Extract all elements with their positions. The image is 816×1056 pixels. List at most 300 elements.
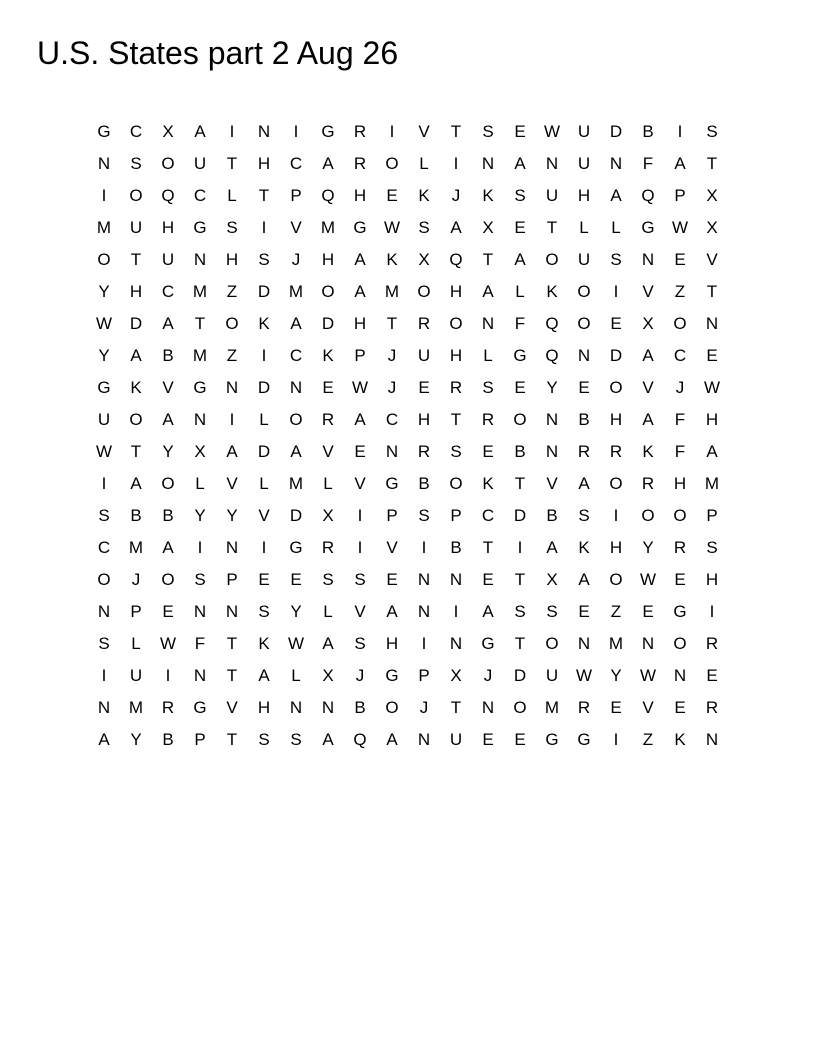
grid-letter: I	[613, 282, 619, 301]
grid-letter: I	[101, 666, 107, 685]
grid-letter: W	[95, 442, 113, 461]
grid-letter: N	[641, 634, 655, 653]
grid-letter: R	[161, 698, 175, 717]
grid-letter: M	[288, 282, 304, 301]
grid-letter: A	[354, 250, 366, 269]
grid-letter: N	[97, 154, 111, 173]
grid-letter: U	[577, 122, 591, 141]
grid-letter: Q	[161, 186, 175, 205]
grid-letter: E	[674, 698, 686, 717]
grid-letter: A	[642, 410, 654, 429]
grid-letter: I	[389, 122, 395, 141]
grid-letter: N	[641, 250, 655, 269]
grid-letter: J	[451, 186, 461, 205]
grid-letter: J	[387, 378, 397, 397]
grid-letter: W	[95, 314, 113, 333]
grid-letter: U	[193, 154, 207, 173]
grid-letter: A	[482, 282, 494, 301]
grid-letter: L	[579, 218, 589, 237]
grid-letter: M	[704, 474, 720, 493]
grid-letter: N	[97, 698, 111, 717]
grid-letter: E	[610, 314, 622, 333]
grid-letter: D	[321, 314, 335, 333]
grid-letter: R	[705, 698, 719, 717]
grid-letter: I	[197, 538, 203, 557]
grid-letter: Y	[98, 346, 110, 365]
grid-letter: R	[321, 538, 335, 557]
grid-letter: Q	[545, 314, 559, 333]
grid-letter: H	[609, 538, 623, 557]
grid-letter: M	[384, 282, 400, 301]
grid-letter: O	[321, 282, 335, 301]
grid-letter: V	[546, 474, 558, 493]
grid-letter: Z	[226, 282, 238, 301]
grid-letter: N	[673, 666, 687, 685]
grid-letter: R	[641, 474, 655, 493]
grid-letter: R	[353, 122, 367, 141]
grid-letter: K	[482, 474, 494, 493]
grid-letter: I	[261, 346, 267, 365]
grid-letter: T	[546, 218, 558, 237]
grid-letter: M	[128, 538, 144, 557]
grid-letter: U	[577, 250, 591, 269]
grid-letter: K	[258, 314, 270, 333]
word-search-grid	[88, 116, 728, 756]
grid-letter: S	[482, 378, 494, 397]
grid-letter: O	[225, 314, 239, 333]
grid-letter: Q	[449, 250, 463, 269]
grid-letter: K	[578, 538, 590, 557]
grid-letter: E	[162, 602, 174, 621]
grid-letter: W	[287, 634, 305, 653]
grid-letter: B	[578, 410, 590, 429]
grid-letter: G	[513, 346, 527, 365]
grid-letter: D	[609, 122, 623, 141]
grid-letter: R	[321, 410, 335, 429]
grid-letter: H	[257, 154, 271, 173]
grid-letter: B	[418, 474, 430, 493]
grid-letter: A	[642, 346, 654, 365]
grid-letter: O	[161, 474, 175, 493]
grid-letter: Y	[290, 602, 302, 621]
grid-letter: O	[161, 154, 175, 173]
grid-letter: Y	[194, 506, 206, 525]
grid-letter: E	[578, 602, 590, 621]
grid-letter: P	[194, 730, 206, 749]
grid-letter: S	[354, 634, 366, 653]
grid-letter: H	[673, 474, 687, 493]
grid-letter: T	[226, 634, 238, 653]
grid-letter: T	[482, 538, 494, 557]
grid-letter: C	[289, 346, 303, 365]
grid-letter: M	[192, 282, 208, 301]
grid-letter: C	[97, 538, 111, 557]
grid-letter: S	[578, 506, 590, 525]
grid-letter: A	[546, 538, 558, 557]
grid-letter: T	[482, 250, 494, 269]
grid-letter: J	[131, 570, 141, 589]
grid-letter: N	[321, 698, 335, 717]
grid-letter: M	[96, 218, 112, 237]
grid-letter: S	[418, 218, 430, 237]
grid-letter: W	[703, 378, 721, 397]
grid-letter: J	[355, 666, 365, 685]
grid-letter: N	[609, 154, 623, 173]
grid-letter: V	[354, 474, 366, 493]
grid-letter: O	[289, 410, 303, 429]
grid-letter: G	[193, 698, 207, 717]
grid-letter: G	[673, 602, 687, 621]
grid-letter: R	[609, 442, 623, 461]
grid-letter: I	[613, 730, 619, 749]
grid-letter: U	[449, 730, 463, 749]
grid-letter: H	[257, 698, 271, 717]
grid-letter: U	[97, 410, 111, 429]
grid-letter: K	[642, 442, 654, 461]
grid-letter: U	[545, 186, 559, 205]
grid-letter: B	[162, 506, 174, 525]
grid-letter: C	[289, 154, 303, 173]
grid-letter: N	[289, 378, 303, 397]
grid-letter: J	[483, 666, 493, 685]
grid-letter: L	[195, 474, 205, 493]
grid-letter: I	[101, 474, 107, 493]
grid-letter: S	[322, 570, 334, 589]
grid-letter: I	[101, 186, 107, 205]
grid-letter: S	[450, 442, 462, 461]
grid-letter: S	[290, 730, 302, 749]
grid-letter: H	[705, 410, 719, 429]
grid-letter: E	[386, 186, 398, 205]
grid-letter: M	[192, 346, 208, 365]
grid-letter: M	[128, 698, 144, 717]
grid-letter: S	[546, 602, 558, 621]
grid-letter: A	[450, 218, 462, 237]
grid-letter: S	[98, 634, 110, 653]
grid-letter: L	[323, 602, 333, 621]
grid-letter: I	[421, 634, 427, 653]
grid-letter: Q	[353, 730, 367, 749]
grid-letter: T	[226, 730, 238, 749]
grid-letter: I	[357, 506, 363, 525]
grid-letter: A	[514, 250, 526, 269]
grid-letter: K	[482, 186, 494, 205]
grid-letter: V	[162, 378, 174, 397]
grid-letter: M	[544, 698, 560, 717]
grid-letter: O	[161, 570, 175, 589]
grid-letter: B	[354, 698, 366, 717]
grid-letter: I	[453, 602, 459, 621]
grid-letter: L	[611, 218, 621, 237]
grid-letter: O	[385, 698, 399, 717]
grid-letter: S	[226, 218, 238, 237]
grid-letter: S	[514, 186, 526, 205]
grid-letter: Y	[98, 282, 110, 301]
grid-letter: I	[261, 538, 267, 557]
grid-letter: I	[357, 538, 363, 557]
grid-letter: O	[673, 314, 687, 333]
grid-letter: A	[162, 410, 174, 429]
grid-letter: N	[705, 314, 719, 333]
grid-letter: D	[257, 282, 271, 301]
grid-letter: E	[258, 570, 270, 589]
grid-letter: I	[677, 122, 683, 141]
grid-letter: E	[578, 378, 590, 397]
grid-letter: E	[514, 122, 526, 141]
grid-letter: O	[513, 410, 527, 429]
grid-letter: F	[642, 154, 654, 173]
grid-letter: E	[482, 570, 494, 589]
grid-letter: L	[419, 154, 429, 173]
grid-letter: A	[162, 314, 174, 333]
grid-letter: O	[513, 698, 527, 717]
grid-letter: B	[162, 730, 174, 749]
grid-letter: G	[193, 378, 207, 397]
grid-letter: Z	[226, 346, 238, 365]
grid-letter: A	[578, 570, 590, 589]
grid-letter: V	[226, 698, 238, 717]
grid-letter: O	[129, 410, 143, 429]
grid-letter: P	[354, 346, 366, 365]
grid-letter: X	[706, 186, 718, 205]
page-title: U.S. States part 2 Aug 26	[37, 35, 399, 71]
grid-letter: T	[226, 666, 238, 685]
grid-letter: N	[545, 410, 559, 429]
grid-letter: B	[514, 442, 526, 461]
grid-letter: E	[514, 218, 526, 237]
grid-letter: V	[418, 122, 430, 141]
grid-letter: V	[386, 538, 398, 557]
grid-letter: Z	[610, 602, 622, 621]
grid-letter: L	[227, 186, 237, 205]
grid-letter: A	[98, 730, 110, 749]
grid-letter: G	[193, 218, 207, 237]
grid-letter: X	[194, 442, 206, 461]
grid-letter: I	[229, 122, 235, 141]
grid-letter: O	[417, 282, 431, 301]
grid-letter: R	[577, 442, 591, 461]
grid-letter: F	[674, 410, 686, 429]
grid-letter: S	[194, 570, 206, 589]
grid-letter: E	[322, 378, 334, 397]
grid-letter: E	[674, 250, 686, 269]
grid-letter: H	[321, 250, 335, 269]
grid-letter: D	[609, 346, 623, 365]
grid-letter: B	[642, 122, 654, 141]
grid-letter: R	[417, 314, 431, 333]
grid-letter: P	[706, 506, 718, 525]
grid-letter: N	[577, 346, 591, 365]
grid-letter: A	[162, 538, 174, 557]
grid-letter: R	[705, 634, 719, 653]
grid-letter: I	[453, 154, 459, 173]
grid-letter: G	[385, 666, 399, 685]
grid-letter: H	[449, 282, 463, 301]
grid-letter: A	[386, 602, 398, 621]
grid-letter: H	[129, 282, 143, 301]
grid-letter: W	[159, 634, 177, 653]
grid-letter: X	[322, 666, 334, 685]
grid-letter: L	[259, 410, 269, 429]
grid-letter: O	[673, 506, 687, 525]
grid-letter: Z	[642, 730, 654, 749]
grid-letter: C	[129, 122, 143, 141]
grid-letter: P	[418, 666, 430, 685]
grid-letter: R	[353, 154, 367, 173]
grid-letter: X	[418, 250, 430, 269]
grid-letter: A	[194, 122, 206, 141]
grid-letter: N	[289, 698, 303, 717]
grid-letter: X	[706, 218, 718, 237]
grid-letter: S	[482, 122, 494, 141]
grid-letter: R	[577, 698, 591, 717]
grid-letter: X	[162, 122, 174, 141]
grid-letter: G	[577, 730, 591, 749]
grid-letter: Y	[130, 730, 142, 749]
grid-letter: I	[613, 506, 619, 525]
grid-letter: N	[449, 634, 463, 653]
grid-letter: S	[706, 538, 718, 557]
grid-letter: G	[385, 474, 399, 493]
grid-letter: S	[706, 122, 718, 141]
grid-letter: A	[386, 730, 398, 749]
grid-letter: C	[385, 410, 399, 429]
grid-letter: F	[514, 314, 526, 333]
grid-letter: A	[706, 442, 718, 461]
grid-letter: G	[289, 538, 303, 557]
grid-letter: H	[577, 186, 591, 205]
grid-letter: Z	[674, 282, 686, 301]
grid-letter: H	[225, 250, 239, 269]
grid-letter: E	[418, 378, 430, 397]
grid-letter: L	[291, 666, 301, 685]
grid-letter: D	[129, 314, 143, 333]
grid-letter: L	[259, 474, 269, 493]
grid-letter: L	[131, 634, 141, 653]
grid-letter: N	[545, 442, 559, 461]
grid-letter: A	[514, 154, 526, 173]
grid-letter: O	[97, 250, 111, 269]
grid-letter: Q	[641, 186, 655, 205]
grid-letter: O	[385, 154, 399, 173]
grid-letter: E	[514, 378, 526, 397]
grid-letter: S	[354, 570, 366, 589]
grid-letter: Q	[321, 186, 335, 205]
grid-letter: R	[417, 442, 431, 461]
grid-letter: F	[194, 634, 206, 653]
grid-letter: W	[639, 666, 657, 685]
grid-letter: E	[354, 442, 366, 461]
grid-letter: T	[226, 154, 238, 173]
grid-letter: F	[674, 442, 686, 461]
grid-letter: U	[129, 218, 143, 237]
grid-letter: W	[639, 570, 657, 589]
grid-letter: H	[705, 570, 719, 589]
grid-letter: P	[450, 506, 462, 525]
grid-letter: J	[419, 698, 429, 717]
grid-letter: N	[225, 538, 239, 557]
grid-letter: G	[481, 634, 495, 653]
grid-letter: T	[450, 122, 462, 141]
grid-letter: S	[98, 506, 110, 525]
grid-letter: E	[642, 602, 654, 621]
grid-letter: C	[673, 346, 687, 365]
grid-letter: N	[545, 154, 559, 173]
grid-letter: C	[193, 186, 207, 205]
grid-letter: O	[641, 506, 655, 525]
grid-letter: Y	[610, 666, 622, 685]
grid-letter: G	[353, 218, 367, 237]
grid-letter: E	[514, 730, 526, 749]
grid-letter: E	[674, 570, 686, 589]
grid-letter: L	[483, 346, 493, 365]
grid-letter: N	[193, 410, 207, 429]
grid-letter: O	[609, 570, 623, 589]
grid-letter: H	[353, 186, 367, 205]
grid-letter: V	[226, 474, 238, 493]
grid-letter: R	[481, 410, 495, 429]
grid-letter: M	[320, 218, 336, 237]
grid-letter: O	[609, 378, 623, 397]
grid-letter: K	[130, 378, 142, 397]
grid-letter: A	[322, 154, 334, 173]
grid-letter: S	[130, 154, 142, 173]
grid-letter: I	[261, 218, 267, 237]
grid-letter: G	[321, 122, 335, 141]
grid-letter: T	[130, 250, 142, 269]
grid-letter: Y	[546, 378, 558, 397]
grid-letter: G	[545, 730, 559, 749]
grid-letter: T	[386, 314, 398, 333]
grid-letter: D	[513, 666, 527, 685]
grid-letter: S	[258, 250, 270, 269]
grid-letter: U	[161, 250, 175, 269]
grid-letter: T	[130, 442, 142, 461]
grid-letter: O	[545, 634, 559, 653]
grid-letter: E	[290, 570, 302, 589]
grid-letter: N	[481, 698, 495, 717]
grid-letter: H	[385, 634, 399, 653]
grid-letter: G	[97, 122, 111, 141]
grid-letter: A	[610, 186, 622, 205]
grid-letter: V	[642, 378, 654, 397]
grid-letter: Y	[226, 506, 238, 525]
grid-letter: T	[514, 474, 526, 493]
grid-letter: S	[418, 506, 430, 525]
grid-letter: I	[517, 538, 523, 557]
grid-letter: K	[418, 186, 430, 205]
grid-letter: V	[322, 442, 334, 461]
grid-letter: J	[675, 378, 685, 397]
grid-letter: S	[610, 250, 622, 269]
grid-letter: R	[449, 378, 463, 397]
grid-letter: N	[257, 122, 271, 141]
grid-letter: N	[417, 730, 431, 749]
grid-letter: N	[193, 250, 207, 269]
grid-letter: X	[450, 666, 462, 685]
grid-letter: T	[450, 698, 462, 717]
grid-letter: E	[706, 346, 718, 365]
grid-letter: U	[577, 154, 591, 173]
grid-letter: N	[417, 570, 431, 589]
grid-letter: E	[482, 442, 494, 461]
grid-letter: U	[129, 666, 143, 685]
grid-letter: N	[225, 602, 239, 621]
grid-letter: A	[258, 666, 270, 685]
grid-letter: D	[289, 506, 303, 525]
grid-letter: K	[546, 282, 558, 301]
grid-letter: W	[671, 218, 689, 237]
